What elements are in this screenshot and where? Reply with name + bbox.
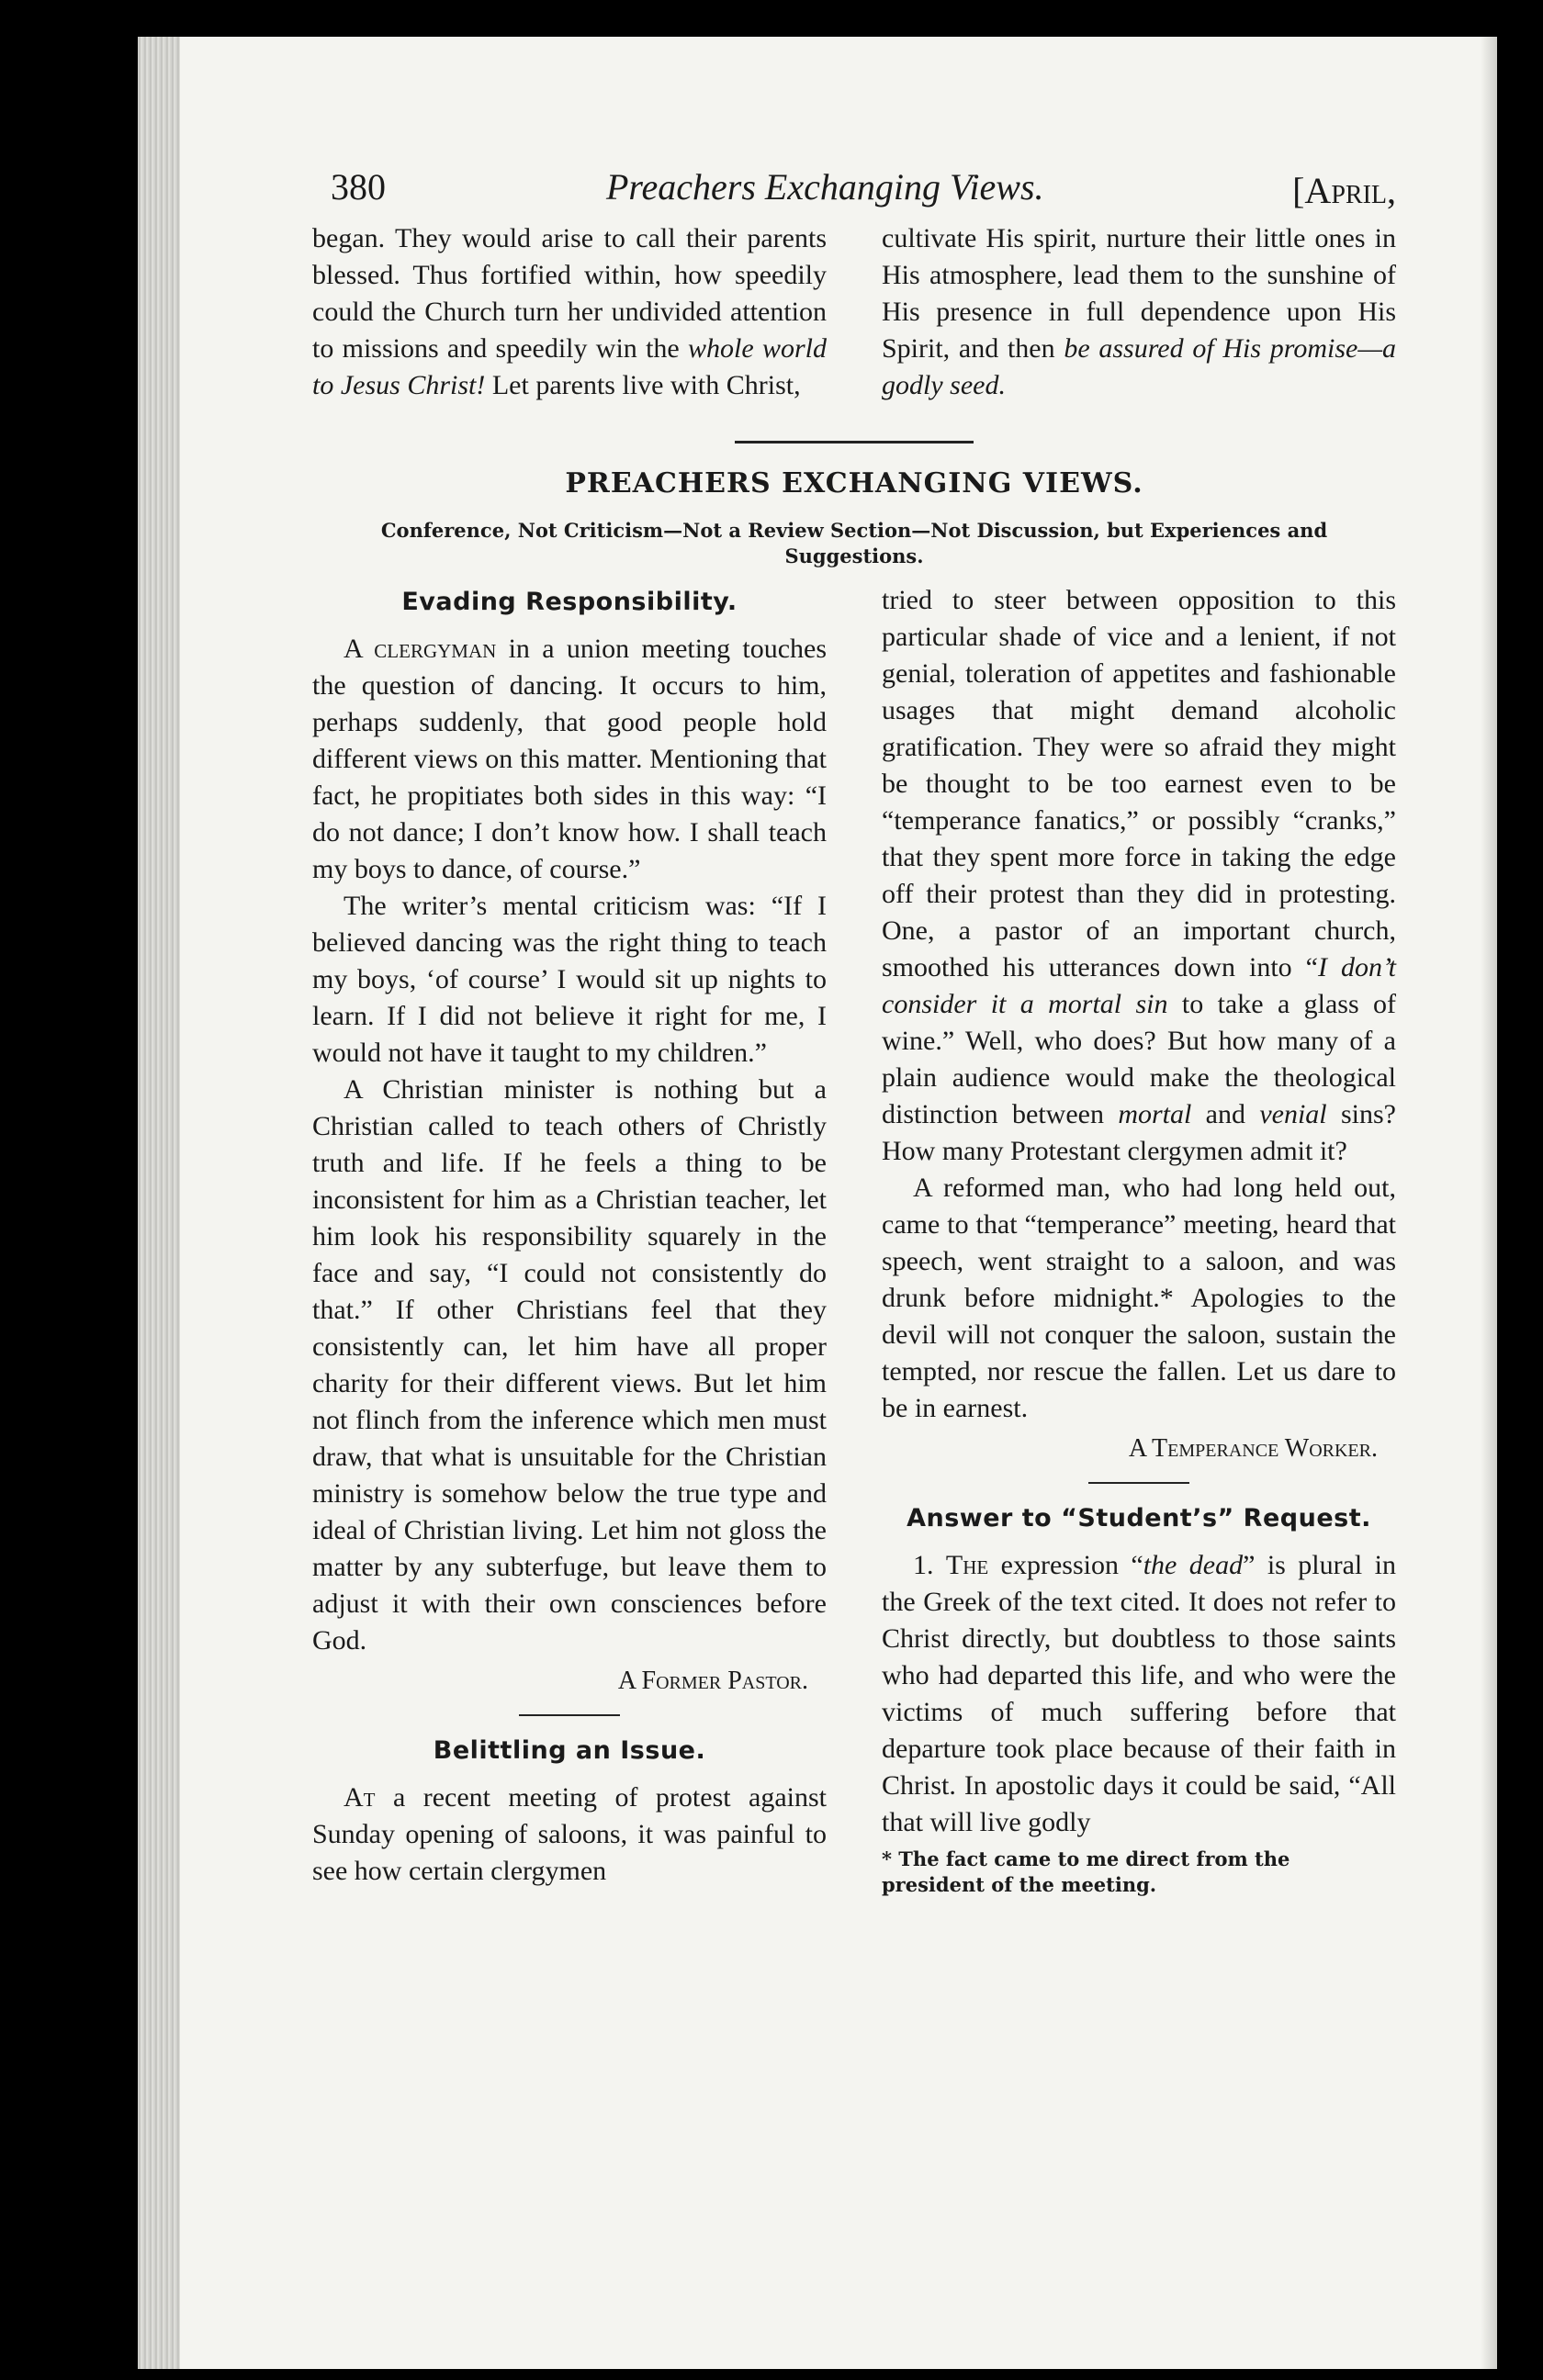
running-head	[312, 156, 1396, 220]
top-left-column	[312, 220, 827, 404]
binding-shadow	[1481, 37, 1497, 2369]
footnote: * The fact came to me direct from the president of the meeting.	[882, 1847, 1290, 1896]
italic-run: I don’t consider it a mortal sin	[882, 952, 1396, 1019]
main-columns	[312, 582, 1396, 1898]
page-number: 380	[331, 166, 386, 208]
article-heading: Evading Responsibility.	[401, 588, 738, 616]
italic-run: venial	[1259, 1099, 1327, 1129]
text-run: to take a glass of wine.” Well, who does? But how many of a plain audience would make the theological distinction between	[882, 989, 1396, 1129]
top-right-column	[882, 220, 1396, 404]
article-paragraph-continued	[882, 582, 1396, 1170]
article-paragraph	[882, 1547, 1396, 1841]
text-run: sins? How many Protestant clergymen admit it?	[882, 1099, 1396, 1166]
page-content	[312, 156, 1396, 1898]
lead-words: The	[945, 1550, 989, 1580]
italic-run: be assured of His promise—a godly seed.	[882, 333, 1396, 400]
text-run: began. They would arise to call their parents blessed. Thus fortified within, how speedily could the Church turn her undivided attention to missions and speedily win the	[312, 223, 827, 364]
top-right-paragraph	[882, 220, 1396, 404]
italic-run: whole world to Jesus Christ!	[312, 333, 827, 400]
article-heading: Answer to “Student’s” Request.	[907, 1504, 1371, 1532]
running-month: [April,	[1292, 170, 1396, 211]
text-run: a recent meeting of protest against Sunday opening of saloons, it was painful to see how certain clergymen	[312, 1782, 827, 1886]
text-run: tried to steer between opposition to this particular shade of vice and a lenient, if not genial, toleration of appetites and fashionable usages that might demand alcoholic gratification. They were so afraid they might be thought to be too earnest even to be “temperance fanatics,” or possibly “cranks,” that they spent more force in taking the edge off their protest than they did in protesting. One, a pastor of an important church, smoothed his utterances down into “	[882, 585, 1396, 982]
text-run: ” is plural in the Greek of the text cited. It does not refer to Christ directly, but doubtless to those saints who had departed this life, and who were the victims of much suffering before that departure took place because of their faith in Christ. In apostolic days it could be said, “All that will live godly	[882, 1550, 1397, 1837]
article-heading: Belittling an Issue.	[433, 1736, 706, 1765]
lead-words: At	[344, 1782, 376, 1813]
section-title: PREACHERS EXCHANGING VIEWS.	[565, 467, 1143, 500]
article-paragraph: A reformed man, who had long held out, came to that “temperance” meeting, heard that speech, went straight to a saloon, and was drunk before midnight.* Apologies to the devil will not conquer the saloon, sustain the tempted, nor rescue the fallen. Let us dare to be in earnest.	[882, 1173, 1396, 1423]
italic-run: the dead	[1143, 1550, 1244, 1580]
section-divider	[735, 441, 974, 443]
italic-run: mortal	[1118, 1099, 1192, 1129]
top-columns	[312, 220, 1396, 404]
article-paragraph	[312, 631, 827, 888]
section-subtitle: Conference, Not Criticism—Not a Review Section—Not Discussion, but Experiences and Suggestions.	[380, 519, 1328, 567]
article-signature: A Former Pastor.	[617, 1667, 808, 1695]
main-left-column	[312, 582, 827, 1898]
article-signature: A Temperance Worker.	[1128, 1434, 1378, 1463]
text-run: in a union meeting touches the question of dancing. It occurs to him, perhaps suddenly, that good people hold different views on this matter. Mentioning that fact, he propitiates both sides in this way: “I do not dance; I don’t know how. I shall teach my boys to dance, of course.”	[312, 634, 828, 884]
article-divider	[1088, 1482, 1189, 1484]
article-paragraph: A Christian minister is nothing but a Christian called to teach others of Christly truth and life. If he feels a thing to be inconsistent for him as a Christian teacher, let him look his responsibility squarely in the face and say, “I could not consistently do that.” If other Christians feel that they consistently can, let him have all proper charity for their different views. But let him not flinch from the inference which men must draw, that what is unsuitable for the Christian ministry is somehow below the true type and ideal of Christian living. Let him not gloss the matter by any subterfuge, but leave them to adjust it with their own consciences before God.	[312, 1074, 827, 1656]
running-title: Preachers Exchanging Views.	[606, 166, 1044, 208]
page-edges	[138, 37, 180, 2369]
book-page	[138, 37, 1497, 2369]
text-run: Let parents live with Christ,	[485, 370, 801, 400]
article-divider	[519, 1714, 620, 1716]
list-number: 1.	[913, 1550, 946, 1580]
text-run: and	[1191, 1099, 1260, 1129]
lead-words: A clergyman	[344, 634, 497, 664]
article-paragraph	[312, 1779, 827, 1890]
article-paragraph: The writer’s mental criticism was: “If I believed dancing was the right thing to teach my boys, ‘of course’ I would sit up nights to learn. If I did not believe it right for me, I would not have it taught to my children.”	[312, 891, 827, 1068]
main-right-column	[882, 582, 1396, 1898]
top-left-paragraph	[312, 220, 827, 404]
text-run: cultivate His spirit, nurture their little ones in His atmosphere, lead them to the sunshine of His presence in full dependence upon His Spirit, and then	[882, 223, 1396, 364]
text-run: expression “	[988, 1550, 1143, 1580]
